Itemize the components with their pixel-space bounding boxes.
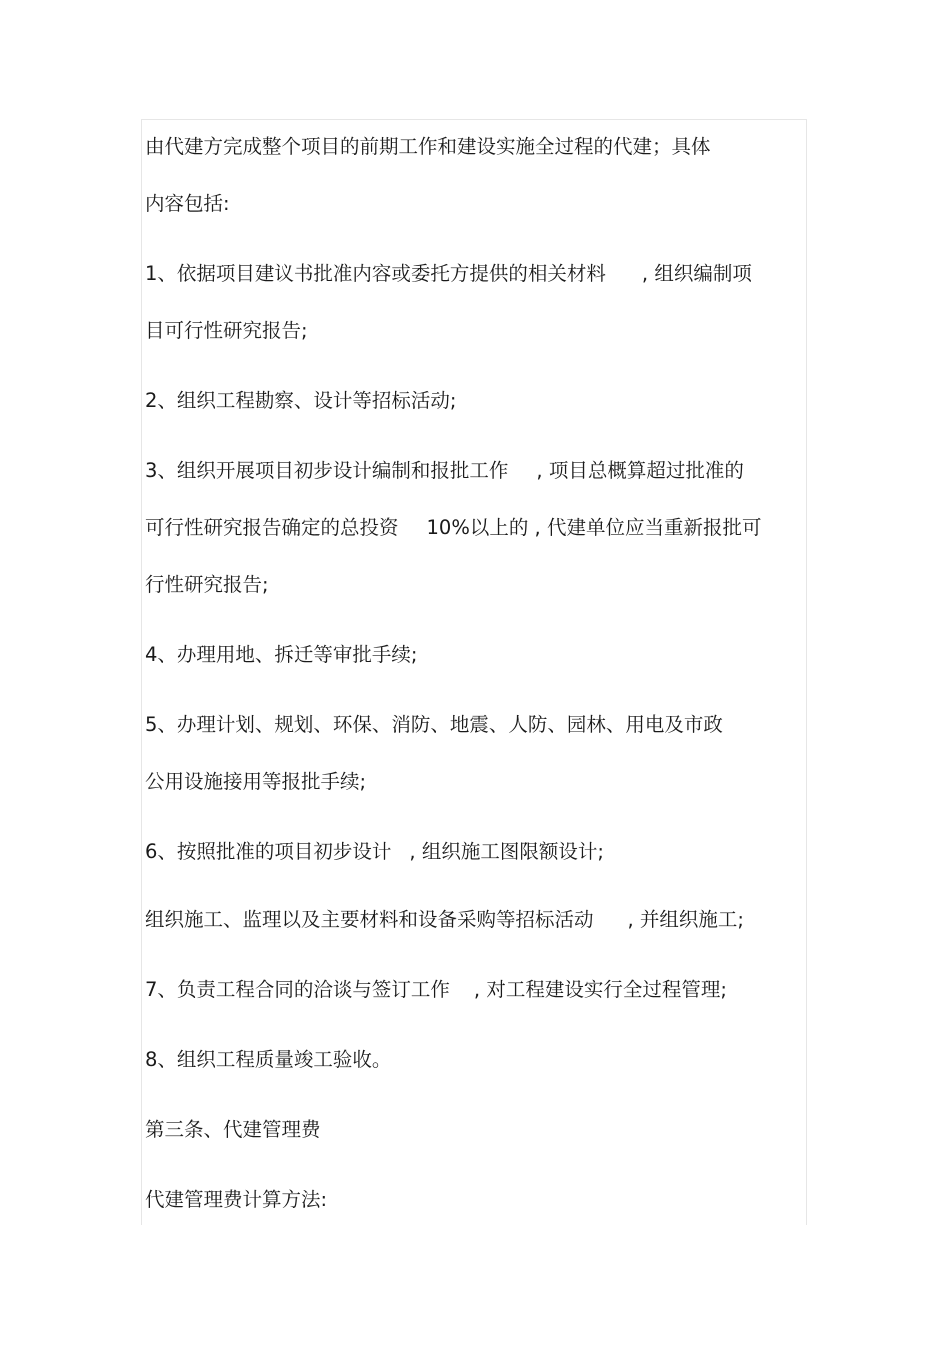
text-line-13: 组织施工、监理以及主要材料和设备采购等招标活动 , 并组织施工; [145, 908, 744, 931]
text-line-15: 8、组织工程质量竣工验收。 [145, 1048, 392, 1071]
text-line-14: 7、负责工程合同的洽谈与签订工作 , 对工程建设实行全过程管理; [145, 978, 727, 1001]
text-line-1: 由代建方完成整个项目的前期工作和建设实施全过程的代建；具体 [145, 135, 711, 158]
text-line-6: 3、组织开展项目初步设计编制和报批工作 , 项目总概算超过批准的 [145, 459, 744, 482]
text-line-4: 目可行性研究报告; [145, 319, 308, 342]
text-line-7: 可行性研究报告确定的总投资 10%以上的 , 代建单位应当重新报批可 [145, 516, 762, 539]
text-line-9: 4、办理用地、拆迁等审批手续; [145, 643, 418, 666]
text-line-3: 1、依据项目建议书批准内容或委托方提供的相关材料 , 组织编制项 [145, 262, 752, 285]
text-line-11: 公用设施接用等报批手续; [145, 770, 367, 793]
section-heading: 第三条、代建管理费 [145, 1118, 321, 1141]
text-line-2: 内容包括: [145, 192, 230, 215]
text-line-5: 2、组织工程勘察、设计等招标活动; [145, 389, 457, 412]
text-line-10: 5、办理计划、规划、环保、消防、地震、人防、园林、用电及市政 [145, 713, 723, 736]
text-line-12: 6、按照批准的项目初步设计 , 组织施工图限额设计; [145, 840, 604, 863]
text-line-16: 代建管理费计算方法: [145, 1188, 328, 1211]
text-line-8: 行性研究报告; [145, 573, 269, 596]
